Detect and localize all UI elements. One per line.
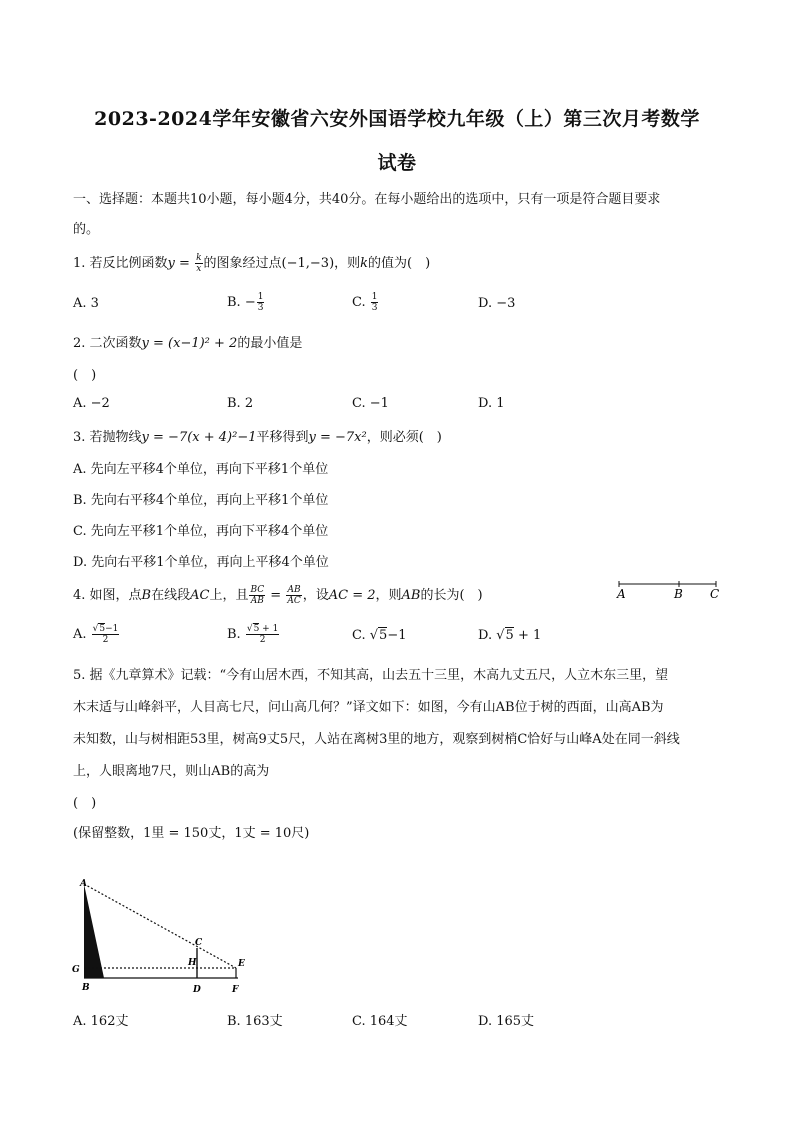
exam-title-line2: 试卷 [377,152,417,174]
label-f: F [232,985,239,995]
question-3-stem: 3. 若抛物线y = −7(x + 4)²−1平移得到y = −7x²，则必须( ) [73,430,442,445]
label-h: H [188,958,197,968]
q4-option-c: C. √5−1 [352,628,407,643]
section-heading-cont: 的。 [73,222,100,237]
q5-option-a: A. 162丈 [73,1014,129,1029]
mountain-tree-figure [68,878,258,1000]
q1-option-a: A. 3 [73,296,99,311]
q3-option-c: C. 先向左平移1个单位，再向下平移4个单位 [73,524,329,539]
q4-option-a: A. $\frac{√5-1}{2}$ [73,624,119,645]
point-a-label: A [617,587,626,600]
question-5-blank: ( ) [73,796,97,811]
point-c-label: C [710,587,720,600]
q2-option-b: B. 2 [227,396,254,411]
section-heading: 一、选择题：本题共10小题，每小题4分，共40分。在每小题给出的选项中，只有一项是符合题目要求 [73,192,661,207]
question-5-line4: 上，人眼离地7尺，则山AB的高为 [73,764,270,779]
segment-figure [614,578,724,600]
q4-option-b: B. $\frac{√5 + 1}{2}$ [227,624,279,645]
q5-option-b: B. 163丈 [227,1014,283,1029]
q2-option-d: D. 1 [478,396,505,411]
q1-option-c: C. $\frac{1}{3}$ [352,292,378,313]
question-5-note: (保留整数，1里 = 150丈，1丈 = 10尺) [73,826,310,841]
label-g: G [72,965,80,975]
label-e: E [238,959,245,969]
question-5-line3: 未知数，山与树相距53里，树高9丈5尺，人站在离树3里的地方，观察到树梢C恰好与山峰A处在同一斜线 [73,732,680,747]
label-a: A [80,879,87,889]
label-b: B [82,983,90,993]
q1-option-d: D. −3 [478,296,516,311]
q3-option-d: D. 先向右平移1个单位，再向上平移4个单位 [73,555,329,570]
q2-option-c: C. −1 [352,396,389,411]
q2-option-a: A. −2 [73,396,110,411]
q3-option-a: A. 先向左平移4个单位，再向下平移1个单位 [73,462,329,477]
label-c: C [195,938,203,948]
question-2-stem: 2. 二次函数y = (x−1)² + 2的最小值是 [73,336,303,351]
label-d: D [193,985,201,995]
fraction-k-over-x: $\frac{k}{x}$ [196,253,202,274]
mountain-shape [84,884,104,978]
q1-option-b: B. − $\frac{1}{3}$ [227,292,264,313]
exam-title-line1: 2023-2024学年安徽省六安外国语学校九年级（上）第三次月考数学 [94,108,700,130]
q5-option-c: C. 164丈 [352,1014,408,1029]
q4-option-d: D. √5 + 1 [478,628,542,643]
q5-option-d: D. 165丈 [478,1014,535,1029]
q3-option-b: B. 先向右平移4个单位，再向上平移1个单位 [73,493,329,508]
question-1-stem: 1. 若反比例函数y = $\frac{k}{x}$ 的图象经过点(−1,−3)，则k的值为( ) [73,253,431,274]
point-b-label: B [674,587,683,600]
question-4-stem: 4. 如图，点B在线段AC上，且 $\frac{BC}{AB}$ = $\frac{AB}{AC}$ ，设AC = 2，则AB的长为( ) [73,585,483,606]
question-5-line1: 5. 据《九章算术》记载：“今有山居木西，不知其高，山去五十三里，木高九丈五尺，人立木东三里，望 [73,668,669,683]
question-2-blank: ( ) [73,368,97,383]
question-5-line2: 木末适与山峰斜平，人目高七尺，问山高几何？”译文如下：如图，今有山AB位于树的西面，山高AB为 [73,700,664,715]
